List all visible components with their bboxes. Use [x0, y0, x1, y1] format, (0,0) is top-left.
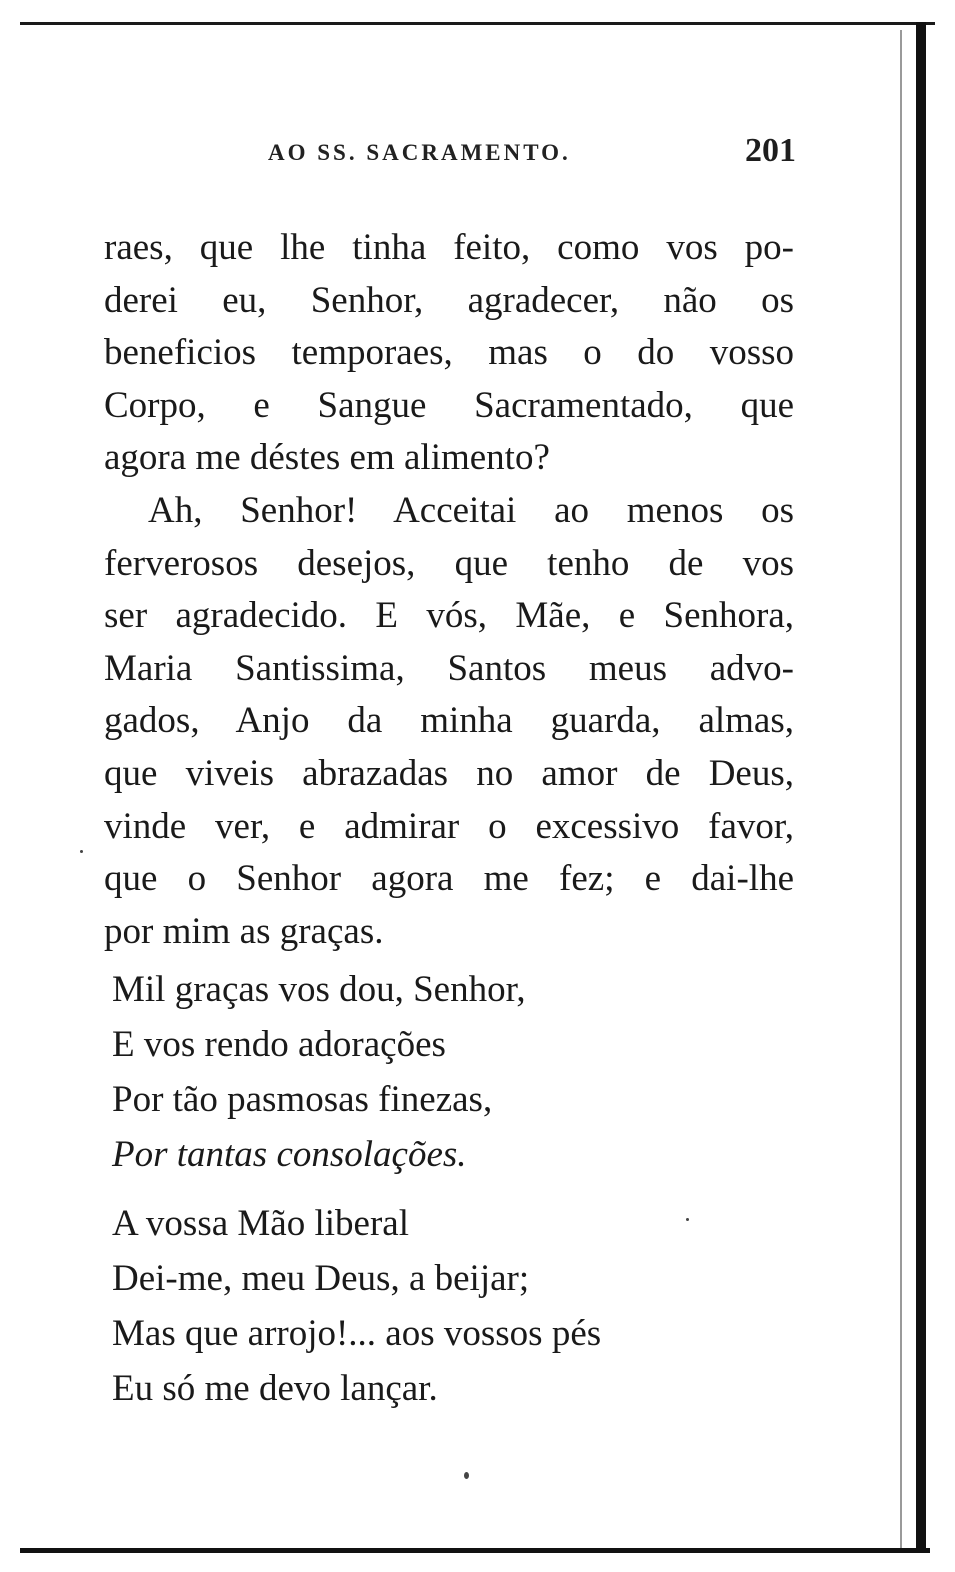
prose-line: por mim as graças.	[104, 910, 384, 952]
prose-line: raes, que lhe tinha feito, como vos po-	[104, 227, 794, 268]
prose-line: Corpo, e Sangue Sacramentado, que	[104, 384, 794, 426]
prose-line: ser agradecido. E vós, Mãe, e Senhora,	[104, 595, 794, 637]
verse-line: Mas que arrojo!... aos vossos pés	[112, 1313, 602, 1354]
verse-stanza-1	[112, 962, 526, 1182]
verse-stanza-2	[112, 1196, 601, 1416]
running-title: AO SS. SACRAMENTO.	[268, 140, 571, 165]
prose-line: agora me déstes em alimento?	[104, 437, 550, 479]
ink-speck	[464, 1472, 469, 1479]
prose-line: que viveis abrazadas no amor de Deus,	[104, 752, 794, 794]
page-header	[106, 132, 796, 182]
top-border-rule	[20, 22, 935, 25]
prose-line: gados, Anjo da minha guarda, almas,	[104, 700, 794, 742]
prose-line: que o Senhor agora me fez; e dai-lhe	[104, 858, 794, 900]
verse-line: Mil graças vos dou, Senhor,	[112, 969, 526, 1010]
right-gutter-shadow	[900, 30, 902, 1550]
prose-line: ferverosos desejos, que tenho de vos	[104, 542, 794, 584]
verse-line: Dei-me, meu Deus, a beijar;	[112, 1258, 530, 1299]
verse-line: E vos rendo adorações	[112, 1024, 446, 1065]
prose-line: Ah, Senhor! Acceitai ao menos os	[148, 489, 794, 531]
bottom-border-rule	[20, 1548, 930, 1553]
prose-line: derei eu, Senhor, agradecer, não os	[104, 279, 794, 321]
verse-line: A vossa Mão liberal	[112, 1203, 409, 1244]
verse-line: Por tantas consolações.	[112, 1134, 467, 1175]
ink-speck	[80, 850, 83, 853]
page-number: 201	[745, 132, 796, 169]
prose-line: Maria Santissima, Santos meus advo-	[104, 647, 794, 689]
verse-line: Eu só me devo lançar.	[112, 1368, 438, 1409]
prose-paragraphs	[104, 222, 794, 958]
prose-line: beneficios temporaes, mas o do vosso	[104, 332, 794, 374]
ink-speck	[686, 1218, 689, 1221]
verse-line: Por tão pasmosas finezas,	[112, 1079, 493, 1120]
right-border-rule	[916, 22, 926, 1552]
prose-line: vinde ver, e admirar o excessivo favor,	[104, 805, 794, 847]
